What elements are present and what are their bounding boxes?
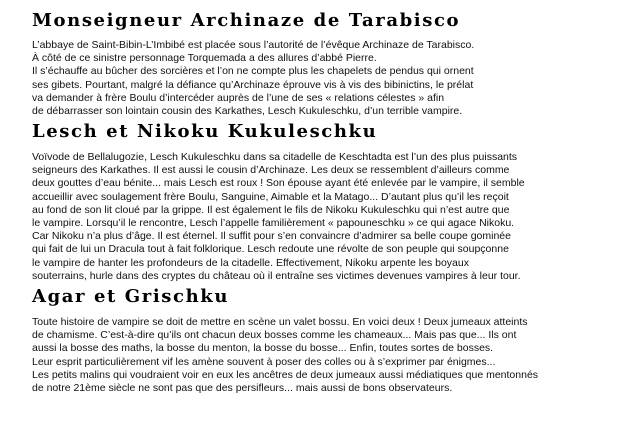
text-line: Car Nikoku n’a plus d’âge. Il est éternel. Il suffit pour s’en convaincre d’admirer sa belle coupe gominée	[32, 230, 511, 243]
text-line: Toute histoire de vampire se doit de mettre en scène un valet bossu. En voici deux ! Deux jumeaux atteints	[32, 316, 528, 328]
text-line: accueillir avec soulagement frère Boulu, Sanguine, Aimable et la Matago... D’autant plus qu’il les reçoit	[32, 190, 509, 203]
text-line: le vampire. Lorsqu’il le rencontre, Lesch l’appelle familièrement « papouneschku » ce qui agace Nikoku.	[32, 217, 515, 230]
text-line: L’abbaye de Saint-Bibin-L’Imbibé est placée sous l’autorité de l’évêque Archinaze de Tarabisco.	[32, 39, 475, 51]
text-line: va demander à frère Boulu d’intercéder auprès de l’une de ses « relations célestes » afin	[32, 91, 445, 104]
text-line: ses gibets. Pourtant, malgré la défiance qu’Archinaze éprouve vis à vis des bibinictins, le prélat	[32, 78, 474, 91]
section-heading: Monseigneur Archinaze de Tarabisco	[32, 10, 461, 31]
text-line: Les petits malins qui voudraient voir en eux les ancêtres de deux jumeaux aussi médiatiques que mentonnés	[32, 368, 539, 381]
text-line: Il s’échauffe au bûcher des sorcières et l’on ne compte plus les chapelets de pendus qui ornent	[32, 65, 474, 78]
text-line: au fond de son lit cloué par la grippe. Il est également le fils de Nikoku Kukuleschku qui n’est autre que	[32, 203, 510, 216]
section-heading: Agar et Grischku	[32, 286, 230, 307]
text-line: deux gouttes d’eau bénite... mais Lesch est roux ! Son épouse ayant été enlevée par le vampire, il semble	[32, 177, 525, 190]
text-line: de débarrasser son lointain cousin des Karkathes, Lesch Kukuleschku, d’un terrible vampire.	[32, 105, 463, 118]
section-body	[32, 39, 622, 118]
text-line: Voïvode de Bellalugozie, Lesch Kukuleschku dans sa citadelle de Keschtadta est l’un des plus puissants	[32, 151, 518, 163]
text-line: aussi la bosse des maths, la bosse du menton, la bosse du bosse... Enfin, toutes sortes de bosses.	[32, 342, 494, 355]
text-line: Leur esprit particulièrement vif les amène souvent à poser des colles ou à s’exprimer par énigmes...	[32, 355, 496, 368]
section-heading: Lesch et Nikoku Kukuleschku	[32, 121, 378, 142]
section-body	[32, 316, 622, 395]
text-line: de notre 21ème siècle ne sont pas que des persifleurs... mais aussi de bons observateurs.	[32, 382, 453, 395]
text-line: de chamisme. C’est-à-dire qu’ils ont chacun deux bosses comme les chameaux... Mais pas que... Ils ont	[32, 329, 517, 342]
text-line: À côté de ce sinistre personnage Torquemada a des allures d’abbé Pierre.	[32, 52, 377, 65]
text-line: seigneurs des Karkathes. Il est aussi le cousin d’Archinaze. Les deux se ressemblent d’ailleurs comme	[32, 164, 510, 177]
section-body	[32, 151, 622, 283]
text-line: le vampire de hanter les profondeurs de la citadelle. Effectivement, Nikoku arpente les boyaux	[32, 256, 469, 269]
text-line: qui fait de lui un Dracula tout à fait folklorique. Lesch redoute une révolte de son peuple qui soupçonne	[32, 243, 509, 256]
text-line: souterrains, hurle dans des cryptes du château où il entraîne ses victimes devenues vampires à leur tour.	[32, 269, 521, 282]
